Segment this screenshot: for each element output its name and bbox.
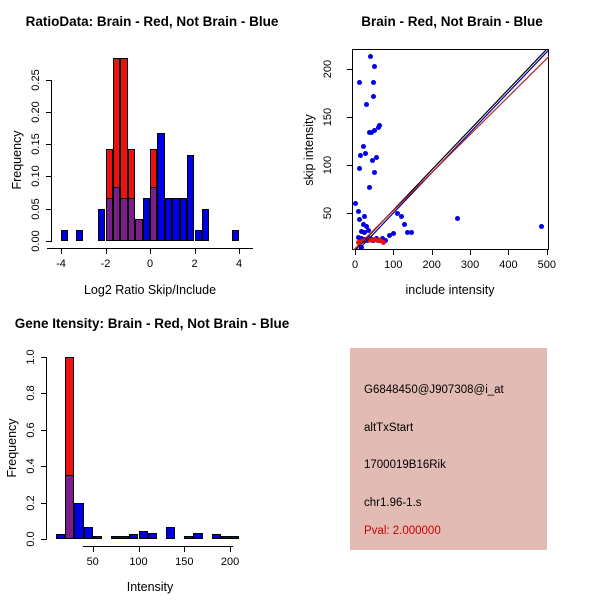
y-tick-label: 0.0: [25, 531, 37, 547]
y-tick-label: 1.0: [25, 349, 37, 365]
y-tick-label: 100: [322, 156, 334, 175]
histogram-bar: [221, 536, 230, 539]
histogram-bar: [184, 536, 193, 539]
event-type-text: altTxStart: [364, 422, 414, 434]
x-axis-tick: [184, 547, 185, 552]
y-axis-tick: [41, 466, 46, 467]
histogram-bar: [187, 155, 194, 241]
x-tick-label: -4: [56, 258, 66, 270]
histogram-bar: [56, 534, 65, 539]
histogram-bar: [212, 534, 221, 539]
gene-name-text: 1700019B16Rik: [364, 459, 446, 471]
y-axis-tick: [46, 176, 51, 177]
scatter-point-notbrain: [362, 214, 367, 219]
histogram-bar: [166, 527, 175, 539]
y-axis-tick: [347, 213, 352, 214]
histogram-bar: [165, 198, 172, 241]
x-tick-label: 0: [351, 259, 359, 271]
scatter-point-notbrain: [367, 185, 372, 190]
x-tick-label: -2: [100, 258, 111, 270]
gene-info-panel: [350, 348, 547, 550]
scatter-point-notbrain: [399, 214, 404, 219]
x-axis-tick: [355, 250, 356, 255]
scatter-xlabel: include intensity: [405, 283, 495, 297]
x-tick-label: 0: [146, 258, 154, 270]
scatter-point-notbrain: [455, 216, 460, 221]
y-axis-tick: [41, 539, 46, 540]
histogram-bar: [143, 198, 150, 241]
x-axis-tick: [195, 249, 196, 254]
histogram-bar: [172, 198, 179, 241]
scatter-title: Brain - Red, Not Brain - Blue: [361, 14, 543, 29]
x-tick-label: 200: [422, 259, 441, 271]
histogram-bar: [129, 534, 138, 539]
histogram-bar: [180, 198, 187, 241]
y-tick-label: 0.15: [30, 133, 42, 155]
y-tick-label: 0.00: [30, 230, 42, 252]
y-axis-tick: [46, 144, 51, 145]
x-tick-label: 300: [460, 259, 480, 271]
y-axis-line: [46, 357, 47, 541]
scatter-plot-box: [352, 49, 549, 250]
histogram-overlap-bar: [120, 198, 127, 241]
histogram-bar: [230, 536, 239, 539]
scatter-point-notbrain: [357, 166, 362, 171]
hist-gene-title: Gene Itensity: Brain - Red, Not Brain - Blue: [14, 316, 290, 331]
x-axis-tick: [393, 250, 394, 255]
hist-ratio-xlabel: Log2 Ratio Skip/Include: [83, 283, 217, 297]
y-axis-tick: [46, 80, 51, 81]
y-tick-label: 0.8: [25, 385, 37, 401]
histogram-overlap-bar: [65, 475, 74, 539]
pval-text: Pval: 2.000000: [364, 525, 441, 537]
x-axis-tick: [61, 249, 62, 254]
y-axis-line: [51, 80, 52, 243]
histogram-bar: [98, 209, 105, 241]
histogram-bar: [120, 536, 129, 539]
x-axis-tick: [150, 249, 151, 254]
x-axis-tick: [230, 547, 231, 552]
scatter-point-notbrain: [402, 222, 407, 227]
x-axis-tick: [547, 250, 548, 255]
y-tick-label: 150: [322, 108, 334, 127]
histogram-bar: [148, 533, 157, 539]
y-axis-tick: [41, 430, 46, 431]
x-axis-tick: [93, 547, 94, 552]
y-axis-tick: [46, 112, 51, 113]
histogram-overlap-bar: [150, 187, 157, 241]
scatter-point-notbrain: [361, 144, 366, 149]
hist-gene-xlabel: Intensity: [126, 580, 174, 594]
histogram-bar: [111, 536, 120, 539]
histogram-bar: [84, 527, 93, 539]
x-tick-label: 4: [235, 258, 243, 270]
y-axis-tick: [41, 357, 46, 358]
locus-text: chr1.96-1.s: [364, 497, 422, 509]
y-axis-tick: [46, 209, 51, 210]
scatter-point-notbrain: [371, 80, 376, 85]
y-tick-label: 0.25: [30, 68, 42, 91]
y-axis-tick: [347, 165, 352, 166]
histogram-overlap-bar: [135, 219, 142, 241]
y-axis-tick: [41, 393, 46, 394]
x-tick-label: 400: [499, 259, 518, 271]
scatter-point-notbrain: [371, 94, 376, 99]
histogram-bar: [195, 230, 202, 241]
scatter-point-notbrain: [391, 231, 396, 236]
x-axis-tick: [508, 250, 509, 255]
x-tick-label: 500: [537, 259, 557, 271]
histogram-bar: [157, 133, 164, 241]
histogram-bar: [76, 230, 83, 241]
histogram-bar: [202, 209, 209, 241]
y-axis-tick: [41, 503, 46, 504]
histogram-bar: [93, 536, 102, 540]
histogram-bar: [193, 533, 202, 539]
y-tick-label: 200: [322, 60, 334, 79]
x-axis-tick: [139, 547, 140, 552]
scatter-point-notbrain: [366, 228, 371, 233]
x-tick-label: 50: [86, 556, 99, 568]
y-axis-tick: [347, 117, 352, 118]
y-tick-label: 0.2: [25, 495, 37, 511]
hist-ratio-title: RatioData: Brain - Red, Not Brain - Blue: [25, 14, 279, 29]
x-tick-label: 150: [175, 556, 194, 568]
x-axis-tick: [239, 249, 240, 254]
histogram-bar: [74, 503, 83, 540]
histogram-bar: [139, 531, 148, 540]
x-tick-label: 200: [220, 556, 240, 568]
x-axis-tick: [470, 250, 471, 255]
y-axis-tick: [46, 241, 51, 242]
scatter-ylabel: skip intensity: [302, 114, 316, 186]
x-tick-label: 100: [129, 556, 148, 568]
y-tick-label: 50: [322, 207, 334, 220]
y-tick-label: 0.6: [25, 422, 37, 438]
hist-ratio-ylabel: Frequency: [10, 130, 24, 190]
histogram-overlap-bar: [106, 198, 113, 241]
y-tick-label: 0.05: [30, 197, 42, 220]
y-axis-tick: [347, 69, 352, 70]
y-tick-label: 0.20: [30, 101, 42, 123]
scatter-point-notbrain: [370, 158, 375, 163]
y-tick-label: 0.4: [25, 458, 37, 474]
x-axis-line: [83, 546, 233, 547]
histogram-overlap-bar: [113, 187, 120, 241]
x-tick-label: 100: [384, 259, 403, 271]
y-tick-label: 0.10: [30, 165, 42, 188]
x-axis-tick: [432, 250, 433, 255]
histogram-overlap-bar: [128, 198, 135, 241]
x-axis-tick: [106, 249, 107, 254]
histogram-bar: [232, 230, 239, 241]
probe-id-text: G6848450@J907308@i_at: [364, 384, 504, 396]
scatter-point-notbrain: [372, 64, 377, 69]
scatter-point-brain: [381, 240, 386, 245]
x-tick-label: 2: [191, 258, 198, 270]
histogram-bar: [61, 230, 68, 241]
hist-gene-ylabel: Frequency: [5, 418, 19, 478]
